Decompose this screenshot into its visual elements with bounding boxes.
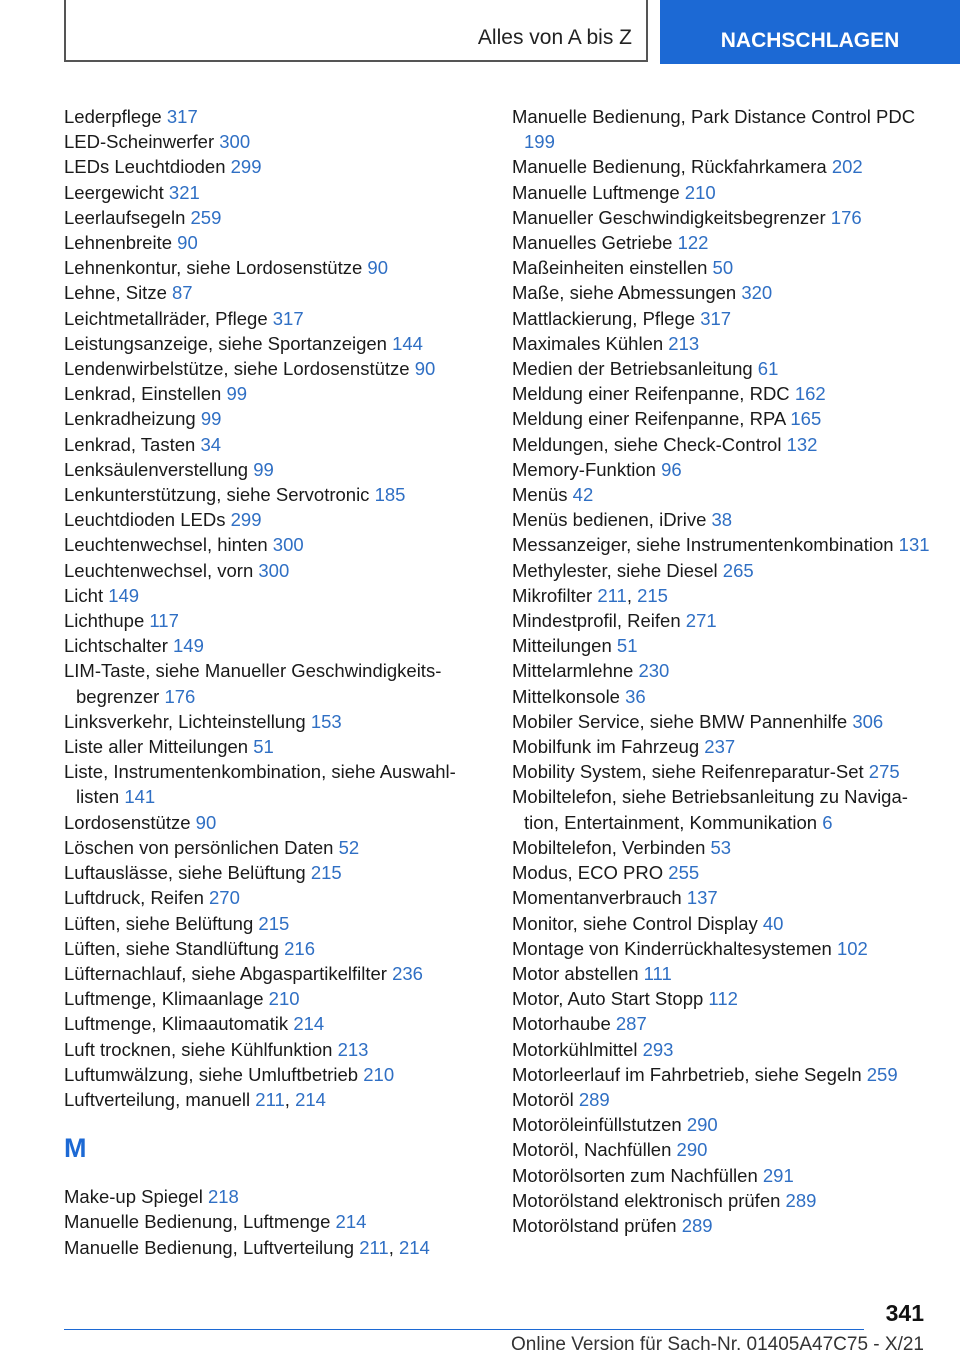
page-link[interactable]: 149 — [108, 584, 140, 606]
page-link[interactable]: 90 — [195, 811, 217, 833]
index-entry — [64, 1209, 484, 1234]
page-link[interactable]: 90 — [177, 232, 198, 254]
page-link[interactable]: 176 — [164, 685, 196, 707]
index-term: Lehnenkontur, siehe Lordosenstütze — [64, 257, 363, 279]
index-term: Manuelles Getriebe — [512, 232, 673, 254]
page-link[interactable]: 90 — [367, 257, 388, 279]
index-term: Lichtschalter — [64, 635, 168, 657]
page-link[interactable]: 53 — [710, 836, 732, 858]
index-entry — [512, 280, 932, 305]
index-entry — [64, 558, 484, 583]
page-link[interactable]: 99 — [226, 383, 248, 405]
index-entry — [512, 507, 932, 532]
page-number: 341 — [885, 1300, 924, 1326]
index-term: Lendenwirbelstütze, siehe Lordosenstütze — [64, 358, 410, 380]
page-link[interactable]: 210 — [268, 988, 300, 1010]
page-link[interactable]: 153 — [310, 710, 342, 732]
page-link[interactable]: 259 — [866, 1063, 898, 1085]
page-link[interactable]: 320 — [741, 282, 773, 304]
index-term: Motorleerlauf im Fahrbetrieb, siehe Segeln — [512, 1063, 862, 1085]
index-term: Lehne, Sitze — [64, 282, 167, 304]
index-entry — [64, 381, 484, 406]
index-term: Maße, siehe Abmessungen — [512, 282, 737, 304]
index-column-right — [512, 104, 932, 1238]
index-term: Lüften, siehe Belüftung — [64, 912, 254, 934]
index-term: Methylester, siehe Diesel — [512, 559, 718, 581]
page-link[interactable]: 255 — [668, 862, 700, 884]
page-link[interactable]: 290 — [686, 1114, 718, 1136]
index-entry — [512, 1011, 932, 1036]
index-term: Linksverkehr, Lichteinstellung — [64, 710, 306, 732]
page-link[interactable]: 216 — [284, 937, 315, 959]
index-entry — [512, 1213, 932, 1238]
index-term: Mindestprofil, Reifen — [512, 610, 681, 632]
page-link[interactable]: 218 — [207, 1186, 239, 1208]
index-entry — [512, 709, 932, 734]
index-term: Mikrofilter — [512, 584, 593, 606]
index-entry — [64, 885, 484, 910]
index-term: Mobility System, siehe Reifenreparatur-Set — [512, 761, 864, 783]
index-entry — [512, 835, 932, 860]
index-entry — [512, 1037, 932, 1062]
chapter-box — [64, 0, 648, 62]
index-entry — [512, 1112, 932, 1137]
page-link[interactable]: 210 — [363, 1063, 395, 1085]
page-link[interactable]: 34 — [200, 433, 222, 455]
index-term: Luftverteilung, manuell — [64, 1088, 251, 1110]
index-entry — [64, 230, 484, 255]
chapter-title: Alles von A bis Z — [477, 26, 632, 49]
index-term: Motorkühlmittel — [512, 1038, 638, 1060]
index-entry — [512, 381, 932, 406]
page-link[interactable]: 211 — [597, 584, 627, 606]
page-link[interactable]: 236 — [392, 962, 423, 984]
page-link[interactable]: 6 — [822, 811, 833, 833]
index-entry — [64, 280, 484, 305]
index-entry — [64, 306, 484, 331]
page-link[interactable]: 185 — [374, 484, 406, 506]
index-term: Leuchtdioden LEDs — [64, 509, 226, 531]
page-link[interactable]: 215 — [258, 912, 290, 934]
index-entry — [512, 331, 932, 356]
page-link[interactable]: 61 — [757, 358, 779, 380]
page-link[interactable]: 202 — [831, 156, 863, 178]
index-term: Liste aller Mitteilungen — [64, 736, 249, 758]
page-link[interactable]: 265 — [722, 559, 754, 581]
page-link[interactable]: 287 — [615, 1013, 647, 1035]
index-term: Modus, ECO PRO — [512, 862, 664, 884]
index-term: Lenkrad, Einstellen — [64, 383, 222, 405]
index-entry — [64, 961, 484, 986]
page-link[interactable]: 122 — [677, 232, 709, 254]
page-link[interactable]: 137 — [686, 887, 718, 909]
page-link[interactable]: 102 — [836, 937, 868, 959]
page-link[interactable]: 162 — [794, 383, 826, 405]
index-term: Motoröl, Nachfüllen — [512, 1139, 672, 1161]
index-term: Manueller Geschwindigkeitsbegrenzer — [512, 206, 826, 228]
index-term: Motoröl — [512, 1088, 574, 1110]
index-entry — [512, 432, 932, 457]
index-term: Menüs bedienen, iDrive — [512, 509, 707, 531]
page-link[interactable]: 199 — [524, 131, 555, 153]
index-term: Manuelle Luftmenge — [512, 181, 680, 203]
index-entry — [512, 104, 932, 154]
index-entry — [64, 507, 484, 532]
index-entry — [512, 306, 932, 331]
index-entry — [512, 684, 932, 709]
index-term: Motorölstand prüfen — [512, 1214, 677, 1236]
page-link[interactable]: 300 — [219, 131, 251, 153]
index-term: Lenkradheizung — [64, 408, 196, 430]
index-term: Maßeinheiten einstellen — [512, 257, 708, 279]
index-term: Luftumwälzung, siehe Umluftbetrieb — [64, 1063, 359, 1085]
index-term: Löschen von persönlichen Daten — [64, 836, 334, 858]
index-term: Manuelle Bedienung, Luftmenge — [64, 1211, 331, 1233]
index-term: Mittelkonsole — [512, 685, 620, 707]
index-term: Mattlackierung, Pflege — [512, 307, 696, 329]
index-entry — [512, 558, 932, 583]
index-entry — [64, 482, 484, 507]
page-link[interactable]: 271 — [685, 610, 717, 632]
index-entry — [64, 911, 484, 936]
page-link[interactable]: 213 — [668, 332, 700, 354]
index-entry — [64, 1011, 484, 1036]
index-entry — [64, 331, 484, 356]
index-term: Luftmenge, Klimaanlage — [64, 988, 264, 1010]
index-entry — [64, 205, 484, 230]
index-entry — [64, 986, 484, 1011]
index-term: Lenkrad, Tasten — [64, 433, 196, 455]
index-term: Motor abstellen — [512, 962, 639, 984]
index-term: Lenkunterstützung, siehe Servotronic — [64, 484, 370, 506]
page-link[interactable]: 215 — [637, 584, 668, 606]
index-entry — [512, 154, 932, 179]
index-entry — [64, 583, 484, 608]
page-link[interactable]: 38 — [711, 509, 733, 531]
index-list-m-continued — [512, 104, 932, 1238]
page-link[interactable]: 149 — [173, 635, 204, 657]
page-header — [64, 0, 960, 64]
index-entry — [512, 986, 932, 1011]
index-term: Luftdruck, Reifen — [64, 887, 204, 909]
index-entry — [512, 633, 932, 658]
index-term: Lüften, siehe Standlüftung — [64, 937, 279, 959]
page-link[interactable]: 50 — [712, 257, 734, 279]
page-link[interactable]: 291 — [762, 1164, 794, 1186]
index-entry: Manuelle Bedienung, Luftverteilung 211, 214 — [64, 1236, 430, 1258]
index-term: Lordosenstütze — [64, 811, 191, 833]
index-entry — [64, 356, 484, 381]
page-link[interactable]: 211 — [359, 1236, 389, 1258]
index-entry — [64, 432, 484, 457]
index-term: Maximales Kühlen — [512, 332, 664, 354]
index-entry — [512, 482, 932, 507]
page-link[interactable]: 52 — [338, 836, 360, 858]
footer-text: Online Version für Sach-Nr. 01405A47C75 - X/21 — [511, 1334, 924, 1355]
index-term: Memory-Funktion — [512, 458, 656, 480]
index-entry — [512, 1087, 932, 1112]
index-term: Montage von Kinderrückhaltesystemen — [512, 937, 832, 959]
page-link[interactable]: 51 — [616, 635, 638, 657]
page-link[interactable]: 290 — [676, 1139, 708, 1161]
index-entry — [512, 734, 932, 759]
index-term: Motorölstand elektronisch prüfen — [512, 1189, 781, 1211]
page-link[interactable]: 214 — [293, 1013, 325, 1035]
page-link[interactable]: 214 — [335, 1211, 367, 1233]
index-term: Leichtmetallräder, Pflege — [64, 307, 268, 329]
index-entry — [512, 658, 932, 683]
index-term: Motor, Auto Start Stopp — [512, 988, 704, 1010]
index-entry — [512, 356, 932, 381]
index-entry — [512, 406, 932, 431]
index-term: Motorölsorten zum Nachfüllen — [512, 1164, 758, 1186]
index-entry: Luftverteilung, manuell 211, 214 — [64, 1088, 326, 1110]
page-link[interactable]: 300 — [258, 559, 290, 581]
index-term: Messanzeiger, siehe Instrumentenkombination — [512, 534, 894, 556]
page-link[interactable]: 317 — [166, 106, 198, 127]
page-link[interactable]: 213 — [337, 1038, 369, 1060]
index-term: Mittelarmlehne — [512, 660, 634, 682]
page-link[interactable]: 165 — [790, 408, 822, 430]
page-link[interactable]: 215 — [310, 862, 342, 884]
page-link[interactable]: 289 — [681, 1214, 713, 1236]
index-term: Momentanverbrauch — [512, 887, 682, 909]
page-link[interactable]: 51 — [253, 736, 274, 758]
index-entry — [512, 860, 932, 885]
index-term: Leerlaufsegeln — [64, 206, 186, 228]
index-entry — [64, 658, 484, 708]
index-entry — [64, 734, 484, 759]
index-entry — [64, 633, 484, 658]
index-entry — [64, 608, 484, 633]
page-link[interactable]: 293 — [642, 1038, 674, 1060]
page-link[interactable]: 112 — [708, 988, 738, 1010]
index-entry — [64, 129, 484, 154]
index-term: Lehnenbreite — [64, 232, 173, 254]
index-entry — [64, 532, 484, 557]
index-term: Lichthupe — [64, 610, 145, 632]
page-link[interactable]: 132 — [786, 433, 818, 455]
index-entry — [64, 255, 484, 280]
page-link[interactable]: 141 — [124, 786, 156, 808]
index-entry — [512, 1062, 932, 1087]
page-link[interactable]: 306 — [852, 710, 884, 732]
index-entry — [64, 180, 484, 205]
index-term: LEDs Leuchtdioden — [64, 156, 226, 178]
index-entry — [512, 230, 932, 255]
index-term: Luft trocknen, siehe Kühlfunktion — [64, 1038, 333, 1060]
index-entry — [512, 961, 932, 986]
page-link[interactable]: 230 — [638, 660, 670, 682]
index-entry — [512, 784, 932, 834]
index-term: Leistungsanzeige, siehe Sportanzeigen — [64, 332, 387, 354]
page-link[interactable]: 131 — [898, 534, 930, 556]
index-term: Motorhaube — [512, 1013, 611, 1035]
index-entry — [512, 608, 932, 633]
index-term: LED-Scheinwerfer — [64, 131, 215, 153]
page-link[interactable]: 321 — [168, 181, 200, 203]
index-term: Liste, Instrumentenkombination, siehe Auswahllisten — [64, 761, 456, 808]
index-entry — [512, 255, 932, 280]
index-entry — [512, 205, 932, 230]
index-entry — [64, 936, 484, 961]
index-entry — [64, 457, 484, 482]
index-entry — [512, 457, 932, 482]
index-column-left — [64, 104, 484, 1260]
index-entry — [64, 1062, 484, 1087]
index-term: Mobiltelefon, siehe Betriebsanleitung zu Navigation, Entertainment, Kommunikation — [512, 786, 908, 833]
index-entry — [64, 835, 484, 860]
index-term: Leuchtenwechsel, hinten — [64, 534, 268, 556]
index-entry — [512, 911, 932, 936]
page-link[interactable]: 42 — [572, 484, 594, 506]
index-term: Lenksäulenverstellung — [64, 458, 249, 480]
index-entry — [64, 810, 484, 835]
page-link[interactable]: 299 — [230, 156, 262, 178]
section-tab: NACHSCHLAGEN — [660, 0, 960, 64]
index-entry — [64, 406, 484, 431]
index-term: Luftmenge, Klimaautomatik — [64, 1013, 289, 1035]
page-link[interactable]: 111 — [643, 962, 672, 984]
page-link[interactable]: 214 — [295, 1088, 326, 1110]
page-link[interactable]: 289 — [785, 1189, 817, 1211]
page-link[interactable]: 99 — [200, 408, 222, 430]
index-term: Mobiltelefon, Verbinden — [512, 836, 706, 858]
page-link[interactable]: 317 — [700, 307, 732, 329]
index-list-m — [64, 1184, 484, 1260]
index-term: Monitor, siehe Control Display — [512, 912, 758, 934]
index-term: Manuelle Bedienung, Luftverteilung — [64, 1236, 355, 1258]
index-entry: Mikrofilter 211, 215 — [512, 584, 668, 606]
index-entry — [64, 860, 484, 885]
page-link[interactable]: 300 — [272, 534, 304, 556]
page-link[interactable]: 275 — [868, 761, 900, 783]
index-term: Motoröleinfüllstutzen — [512, 1114, 682, 1136]
index-entry — [512, 936, 932, 961]
index-entry — [512, 1163, 932, 1188]
index-term: Meldung einer Reifenpanne, RDC — [512, 383, 790, 405]
index-entry — [512, 1188, 932, 1213]
index-term: Mobilfunk im Fahrzeug — [512, 736, 700, 758]
index-term: Leergewicht — [64, 181, 164, 203]
index-term: Make-up Spiegel — [64, 1186, 203, 1208]
index-entry — [64, 104, 484, 129]
letter-heading: M — [64, 1133, 87, 1164]
footer-divider — [64, 1329, 864, 1330]
index-term: Lüfternachlauf, siehe Abgaspartikelfilter — [64, 962, 387, 984]
index-entry — [512, 759, 932, 784]
index-term: Mitteilungen — [512, 635, 612, 657]
page-link[interactable]: 211 — [255, 1088, 285, 1110]
index-list-l — [64, 104, 484, 1112]
page-link[interactable]: 117 — [149, 610, 179, 632]
page-link[interactable]: 144 — [392, 332, 423, 354]
page-link[interactable]: 90 — [414, 358, 436, 380]
index-term: Leuchtenwechsel, vorn — [64, 559, 254, 581]
index-term: Manuelle Bedienung, Rückfahrkamera — [512, 156, 827, 178]
index-term: LIM-Taste, siehe Manueller Geschwindigkeitsbegrenzer — [64, 660, 442, 707]
index-term: Lederpflege — [64, 106, 162, 127]
index-term: Medien der Betriebsanleitung — [512, 358, 753, 380]
page-link[interactable]: 210 — [684, 181, 716, 203]
index-term: Menüs — [512, 484, 568, 506]
index-entry — [64, 759, 484, 809]
page-link[interactable]: 317 — [272, 307, 304, 329]
index-entry — [512, 1137, 932, 1162]
index-term: Manuelle Bedienung, Park Distance Control PDC — [512, 106, 916, 127]
index-entry — [64, 709, 484, 734]
page-link[interactable]: 259 — [190, 206, 222, 228]
page-link[interactable]: 40 — [762, 912, 784, 934]
page-link[interactable]: 299 — [230, 509, 262, 531]
page-link[interactable]: 289 — [578, 1088, 610, 1110]
index-entry — [512, 180, 932, 205]
page-link[interactable]: 96 — [661, 458, 682, 480]
page-link[interactable]: 99 — [253, 458, 274, 480]
index-entry — [64, 154, 484, 179]
index-term: Meldung einer Reifenpanne, RPA — [512, 408, 786, 430]
index-entry — [64, 1037, 484, 1062]
index-term: Mobiler Service, siehe BMW Pannenhilfe — [512, 710, 848, 732]
index-entry — [512, 885, 932, 910]
page-link[interactable]: 176 — [830, 206, 862, 228]
index-term: Meldungen, siehe Check-Control — [512, 433, 782, 455]
page-link[interactable]: 270 — [209, 887, 240, 909]
page-link[interactable]: 87 — [172, 282, 193, 304]
index-term: Licht — [64, 584, 104, 606]
page-link[interactable]: 36 — [625, 685, 646, 707]
index-term: Luftauslässe, siehe Belüftung — [64, 862, 306, 884]
page-link[interactable]: 214 — [398, 1236, 430, 1258]
index-entry — [512, 532, 932, 557]
index-entry — [64, 1184, 484, 1209]
page-link[interactable]: 237 — [704, 736, 736, 758]
